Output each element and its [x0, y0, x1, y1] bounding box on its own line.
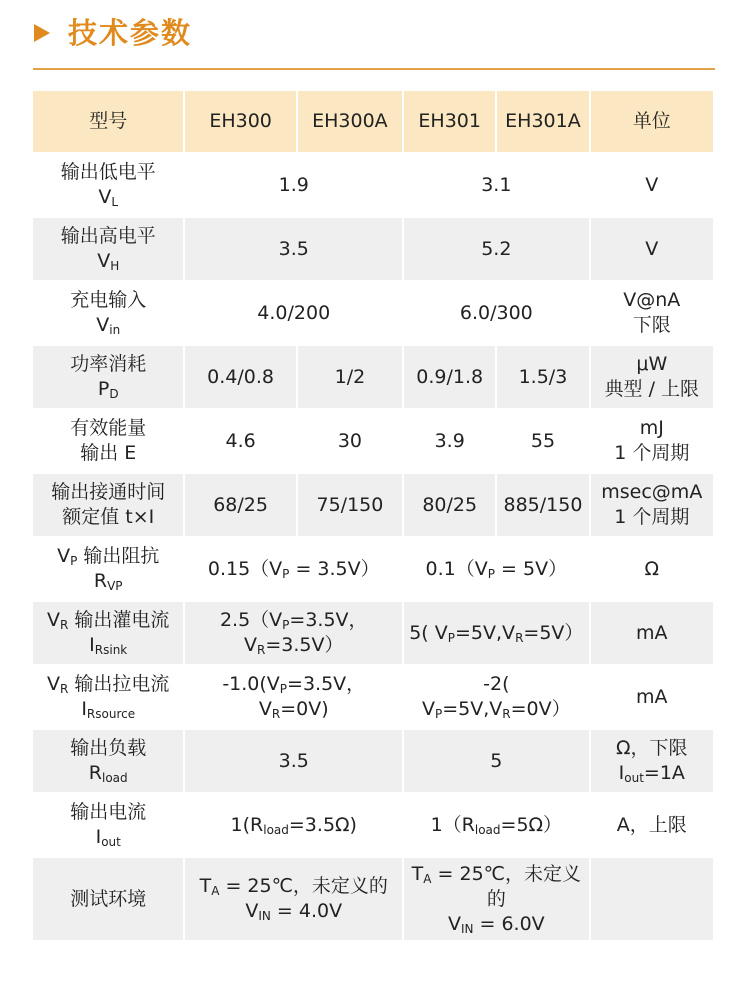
unit-cell: mA — [591, 666, 713, 728]
section-header — [0, 0, 750, 70]
header-divider — [33, 68, 715, 70]
value-cell: -2( $V_P=5V,V_R=0V$） — [404, 666, 589, 728]
unit-cell: Ω — [591, 538, 713, 600]
header-cell: EH300 — [185, 91, 295, 152]
unit-cell: V — [591, 154, 713, 216]
unit-cell: V — [591, 218, 713, 280]
table-row — [33, 794, 713, 856]
value-cell: 0.4/0.8 — [185, 346, 295, 408]
spec-table — [31, 89, 715, 942]
table-row — [33, 218, 713, 280]
value-cell: 4.0/200 — [185, 282, 402, 344]
param-name: 功率消耗 $P_D$ — [33, 346, 183, 408]
value-cell: $2.5(V_P=3.5V$， $V_R=3.5V$） — [185, 602, 402, 664]
unit-cell: A，上限 — [591, 794, 713, 856]
value-cell: $1(R_{load}=5\Omega)$ — [404, 794, 589, 856]
param-name: 输出高电平 $V_H$ — [33, 218, 183, 280]
value-cell: 1/2 — [298, 346, 402, 408]
param-name: 输出电流 $I_{out}$ — [33, 794, 183, 856]
value-cell: 5( $V_P=5V,V_R=5V$） — [404, 602, 589, 664]
value-cell: 30 — [298, 410, 402, 472]
unit-cell: mJ 1 个周期 — [591, 410, 713, 472]
param-name: 测试环境 — [33, 858, 183, 940]
value-cell: $1(R_{load}=3.5\Omega)$ — [185, 794, 402, 856]
header-cell: EH301 — [404, 91, 495, 152]
header-cell: 单位 — [591, 91, 713, 152]
header-cell: EH300A — [298, 91, 402, 152]
value-cell: 80/25 — [404, 474, 495, 536]
value-cell: 75/150 — [298, 474, 402, 536]
value-cell: 3.5 — [185, 730, 402, 792]
value-cell: $-1.0(V_P=3.5V$， $V_R=0V$) — [185, 666, 402, 728]
value-cell: 1.5/3 — [497, 346, 588, 408]
unit-cell: Ω，下限 $I_{out}=1A$ — [591, 730, 713, 792]
table-row — [33, 346, 713, 408]
value-cell: $0.1(V_P = 5V)$ — [404, 538, 589, 600]
table-row — [33, 602, 713, 664]
param-name: $V_P$ 输出阻抗 $R_{VP}$ — [33, 538, 183, 600]
table-row — [33, 538, 713, 600]
param-name: $V_R$ 输出拉电流 $I_{Rsource}$ — [33, 666, 183, 728]
value-cell: 3.5 — [185, 218, 402, 280]
table-header-row — [33, 91, 713, 152]
value-cell: 885/150 — [497, 474, 588, 536]
unit-cell: μW 典型 / 上限 — [591, 346, 713, 408]
param-name: 充电输入 $V_{in}$ — [33, 282, 183, 344]
value-cell: 3.1 — [404, 154, 589, 216]
section-title: 技术参数 — [68, 16, 193, 50]
param-name: 输出负载 $R_{load}$ — [33, 730, 183, 792]
arrow-right-icon — [34, 24, 50, 42]
table-row — [33, 410, 713, 472]
unit-cell: msec@mA 1 个周期 — [591, 474, 713, 536]
table-row — [33, 730, 713, 792]
value-cell: 68/25 — [185, 474, 295, 536]
param-name: 输出接通时间 额定值 t×I — [33, 474, 183, 536]
value-cell: $T_A$ = 25℃，未定义 的 $V_{IN} = 6.0V$ — [404, 858, 589, 940]
table-row — [33, 666, 713, 728]
param-name: $V_R$ 输出灌电流 $I_{Rsink}$ — [33, 602, 183, 664]
header-cell: 型号 — [33, 91, 183, 152]
param-name: 输出低电平 $V_L$ — [33, 154, 183, 216]
value-cell: 6.0/300 — [404, 282, 589, 344]
value-cell: 5 — [404, 730, 589, 792]
value-cell: 0.9/1.8 — [404, 346, 495, 408]
value-cell: 55 — [497, 410, 588, 472]
unit-cell: mA — [591, 602, 713, 664]
value-cell: 4.6 — [185, 410, 295, 472]
param-name: 有效能量 输出 E — [33, 410, 183, 472]
unit-cell: V@nA 下限 — [591, 282, 713, 344]
value-cell: 3.9 — [404, 410, 495, 472]
value-cell: $0.15(V_P = 3.5V)$ — [185, 538, 402, 600]
value-cell: 1.9 — [185, 154, 402, 216]
table-row — [33, 474, 713, 536]
table-row — [33, 282, 713, 344]
header-cell: EH301A — [497, 91, 588, 152]
table-row — [33, 154, 713, 216]
unit-cell — [591, 858, 713, 940]
value-cell: 5.2 — [404, 218, 589, 280]
value-cell: $T_A$ = 25℃，未定义的 $V_{IN} = 4.0V$ — [185, 858, 402, 940]
table-row — [33, 858, 713, 940]
